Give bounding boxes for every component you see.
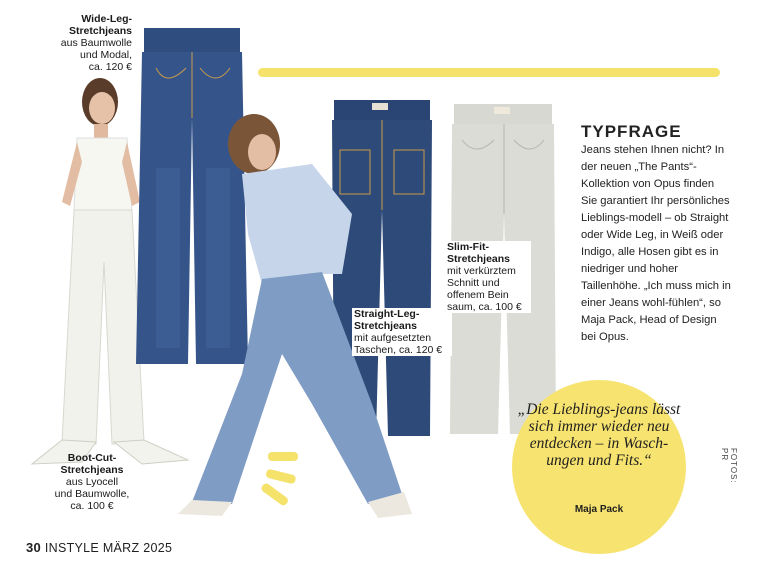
caption-slim-fit-line: offenem Bein bbox=[445, 289, 531, 301]
issue-label: INSTYLE MÄRZ 2025 bbox=[44, 541, 173, 555]
article-headline: TYPFRAGE bbox=[581, 122, 682, 141]
quote-author: Maja Pack bbox=[574, 504, 624, 515]
caption-straight-leg-price: Taschen, ca. 120 € bbox=[352, 344, 452, 356]
caption-boot-cut-title: Boot-Cut- bbox=[67, 452, 117, 464]
caption-slim-fit-title: Slim-Fit- bbox=[445, 241, 531, 253]
caption-boot-cut bbox=[40, 452, 144, 512]
caption-wide-leg-title2: Stretchjeans bbox=[68, 25, 132, 37]
photo-credit: FOTOS: PR bbox=[720, 448, 738, 484]
caption-straight-leg-title: Straight-Leg- bbox=[352, 308, 452, 320]
page-folio bbox=[26, 540, 172, 555]
caption-slim-fit-line: Schnitt und bbox=[445, 277, 531, 289]
caption-straight-leg-title2: Stretchjeans bbox=[352, 320, 452, 332]
caption-slim-fit bbox=[445, 241, 531, 313]
caption-straight-leg bbox=[352, 308, 452, 356]
caption-wide-leg-line: aus Baumwolle bbox=[60, 37, 132, 49]
caption-boot-cut-line: aus Lyocell bbox=[65, 476, 119, 488]
page-number: 30 bbox=[26, 540, 42, 555]
caption-straight-leg-line: mit aufgesetzten bbox=[352, 332, 452, 344]
caption-slim-fit-title2: Stretchjeans bbox=[445, 253, 531, 265]
pull-quote: „Die Lieblings-jeans lässt sich immer wieder neu entdecken – in Wasch-ungen und Fits.“ bbox=[517, 401, 681, 469]
caption-wide-leg-price: ca. 120 € bbox=[88, 61, 132, 73]
decor-dashes bbox=[258, 450, 308, 515]
accent-line bbox=[258, 68, 720, 77]
caption-boot-cut-title2: Stretchjeans bbox=[60, 464, 124, 476]
caption-wide-leg-line: und Modal, bbox=[80, 49, 132, 61]
caption-wide-leg bbox=[40, 13, 132, 73]
caption-wide-leg-title: Wide-Leg- bbox=[81, 13, 132, 25]
caption-slim-fit-line: mit verkürztem bbox=[445, 265, 531, 277]
caption-slim-fit-price: saum, ca. 100 € bbox=[445, 301, 531, 313]
article-body: Jeans stehen Ihnen nicht? In der neuen „The Pants“-Kollektion von Opus finden Sie garantiert Ihr persönliches Lieblings-modell – ob Straight oder Wide Leg, in Weiß oder Indigo, alle Hosen gibt es in niedriger und hoher Taillenhöhe. „Ich muss mich in einer Jeans wohl-fühlen“, so Maja Pack, Head of Design bei Opus. bbox=[581, 144, 731, 343]
caption-boot-cut-price: ca. 100 € bbox=[70, 500, 114, 512]
caption-boot-cut-line: und Baumwolle, bbox=[54, 488, 130, 500]
